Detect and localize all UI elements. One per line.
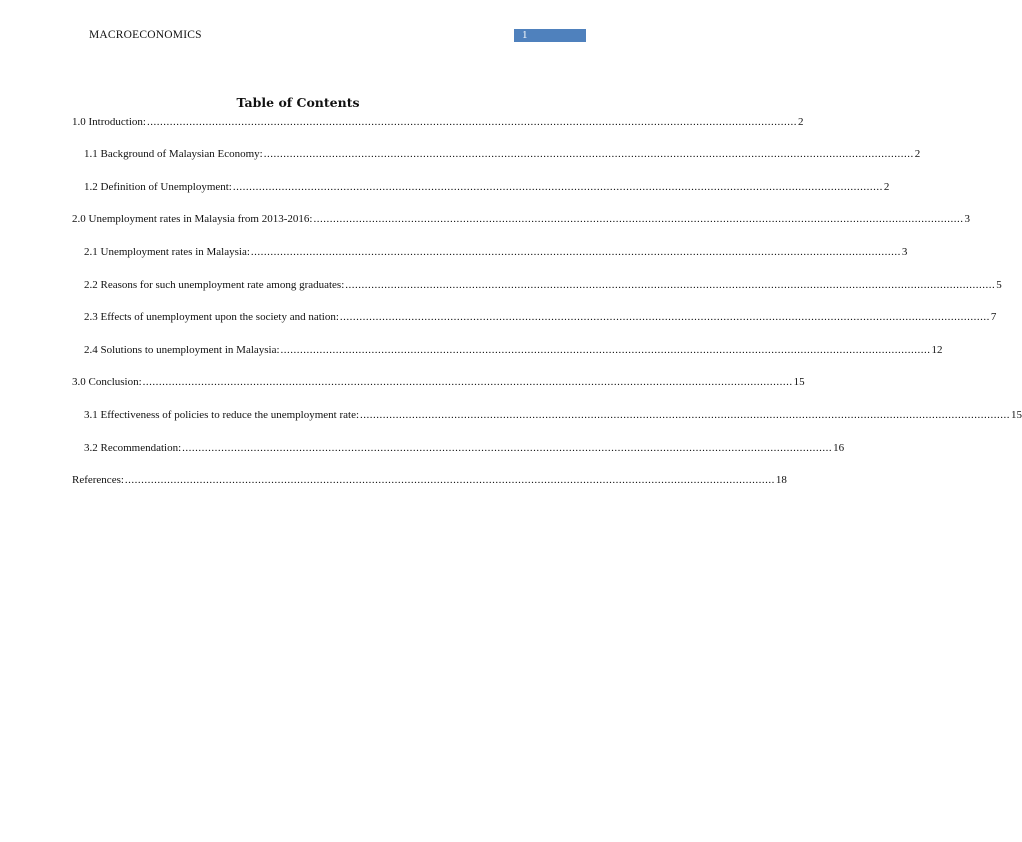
toc-entry-unemployment-rates-section[interactable] — [72, 212, 970, 226]
dot-leader: ........................................................................................................................................................................................................ — [182, 442, 833, 454]
dot-leader: ........................................................................................................................................................................................................ — [250, 246, 901, 258]
dot-leader: ........................................................................................................................................................................................................ — [263, 148, 914, 160]
dot-leader: ........................................................................................................................................................................................................ — [345, 279, 996, 291]
toc-entry-label: 2.1 Unemployment rates in Malaysia: — [84, 246, 250, 258]
toc-entry-label: References: — [72, 474, 124, 486]
toc-entry-label: 3.1 Effectiveness of policies to reduce the unemployment rate: — [84, 409, 360, 421]
toc-entry-label: 1.1 Background of Malaysian Economy: — [84, 148, 263, 160]
header-title: MACROECONOMICS — [89, 29, 202, 41]
toc-entry-effectiveness[interactable] — [84, 408, 1022, 422]
toc-entry-page: 15 — [1011, 409, 1022, 421]
toc-entry-page: 5 — [996, 279, 1002, 291]
toc-entry-label: 3.0 Conclusion: — [72, 376, 142, 388]
toc-entry-effects[interactable] — [84, 310, 997, 324]
toc-entry-page: 16 — [833, 442, 845, 454]
toc-entry-page: 12 — [931, 344, 943, 356]
dot-leader: ........................................................................................................................................................................................................ — [339, 311, 990, 323]
toc-entry-references[interactable] — [72, 473, 787, 487]
toc-entry-label: 2.2 Reasons for such unemployment rate among graduates: — [84, 279, 345, 291]
dot-leader: ........................................................................................................................................................................................................ — [142, 376, 793, 388]
toc-entry-label: 2.0 Unemployment rates in Malaysia from 2013-2016: — [72, 213, 313, 225]
toc-entry-label: 3.2 Recommendation: — [84, 442, 182, 454]
dot-leader: ........................................................................................................................................................................................................ — [124, 474, 775, 486]
toc-entry-page: 3 — [901, 246, 908, 258]
toc-entry-unemployment-rates[interactable] — [84, 245, 908, 259]
toc-entry-page: 15 — [793, 376, 805, 388]
toc-entry-page: 2 — [883, 181, 890, 193]
dot-leader: ........................................................................................................................................................................................................ — [232, 181, 883, 193]
toc-entry-label: 2.4 Solutions to unemployment in Malaysia: — [84, 344, 280, 356]
dot-leader: ........................................................................................................................................................................................................ — [360, 409, 1011, 421]
dot-leader: ........................................................................................................................................................................................................ — [313, 213, 964, 225]
toc-entry-solutions[interactable] — [84, 343, 943, 357]
toc-entry-reasons[interactable] — [84, 278, 1002, 292]
toc-entry-page: 2 — [914, 148, 921, 160]
toc-heading: Table of Contents — [236, 95, 360, 110]
toc-entry-label: 1.0 Introduction: — [72, 116, 146, 128]
toc-entry-definition[interactable] — [84, 180, 890, 194]
toc-entry-recommendation[interactable] — [84, 441, 845, 455]
toc-entry-page: 3 — [964, 213, 970, 225]
page-number-badge: 1 — [514, 29, 586, 42]
toc-entry-conclusion[interactable] — [72, 375, 805, 389]
dot-leader: ........................................................................................................................................................................................................ — [280, 344, 931, 356]
toc-entry-background[interactable] — [84, 147, 921, 161]
toc-entry-page: 18 — [775, 474, 787, 486]
toc-entry-label: 2.3 Effects of unemployment upon the society and nation: — [84, 311, 339, 323]
toc-entry-introduction[interactable] — [72, 115, 804, 129]
toc-entry-page: 7 — [990, 311, 997, 323]
dot-leader: ........................................................................................................................................................................................................ — [146, 116, 797, 128]
toc-entry-page: 2 — [797, 116, 804, 128]
toc-entry-label: 1.2 Definition of Unemployment: — [84, 181, 232, 193]
